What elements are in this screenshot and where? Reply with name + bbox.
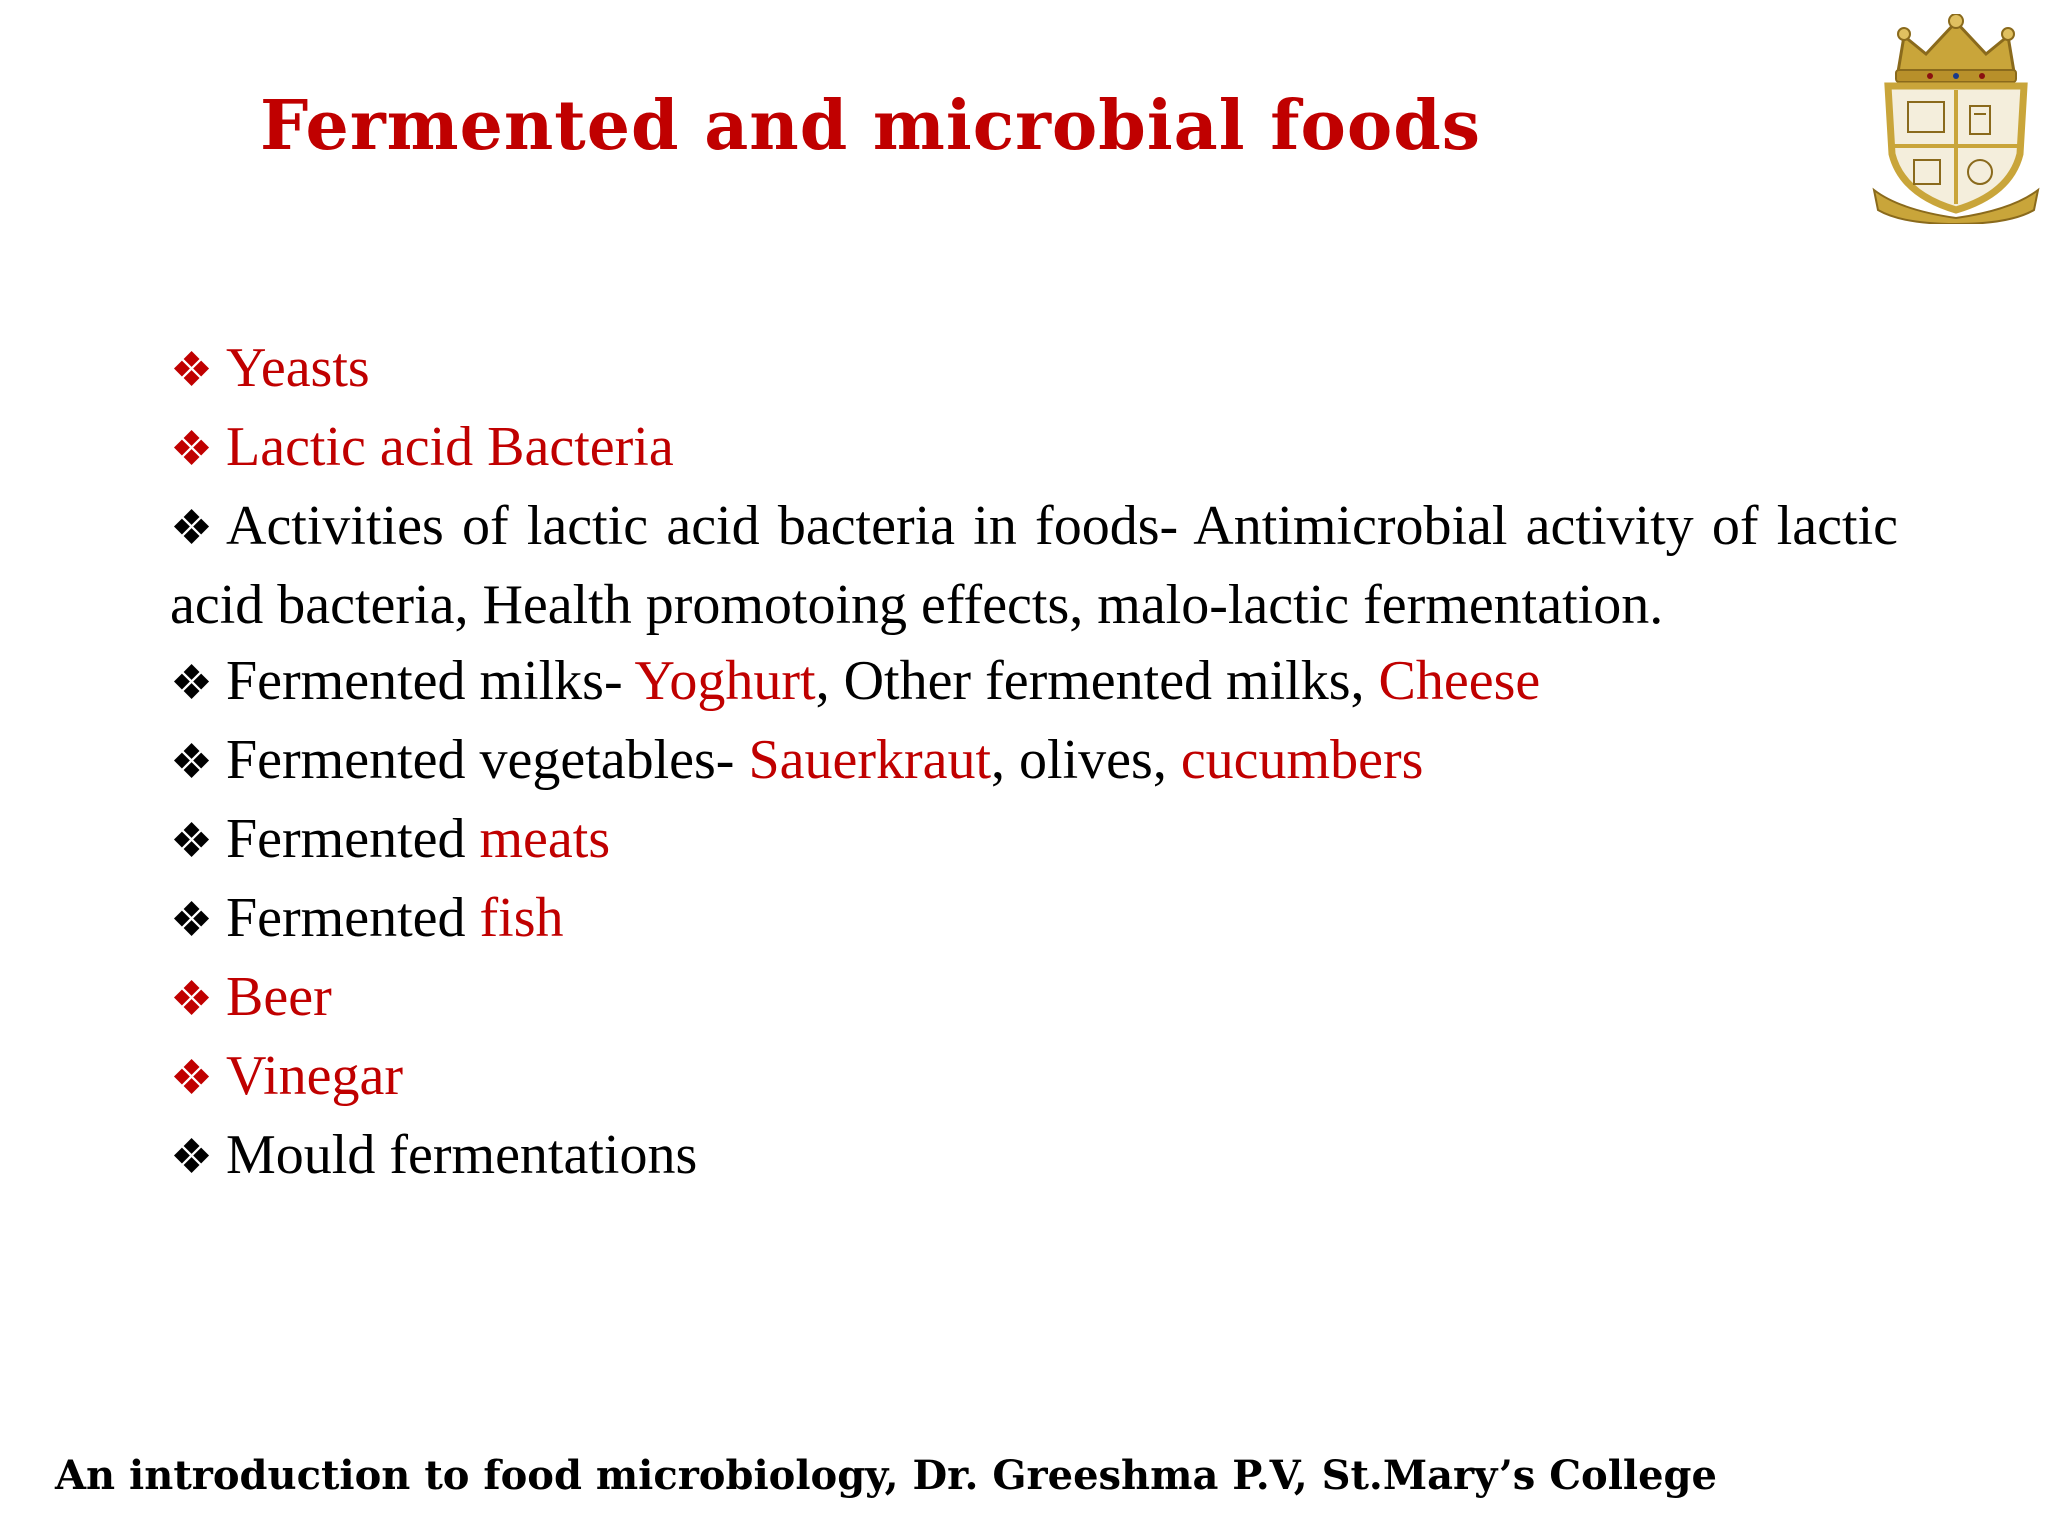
shield-icon	[1888, 86, 2024, 210]
list-item-text: meats	[479, 808, 611, 870]
list-item-text: Fermented vegetables-	[226, 729, 749, 791]
diamond-bullet-icon: ❖	[170, 502, 214, 555]
list-item-text: Yeasts	[226, 337, 370, 399]
list-item-text: Fermented milks-	[226, 650, 635, 712]
list-item-text: , Other fermented milks,	[815, 650, 1379, 712]
diamond-bullet-icon: ❖	[170, 894, 214, 947]
college-crest-icon	[1870, 14, 2042, 224]
list-item	[170, 880, 1898, 959]
diamond-bullet-icon: ❖	[170, 736, 214, 789]
list-item-text: Fermented	[226, 887, 480, 949]
slide-footer: An introduction to food microbiology, Dr. Greeshma P.V, St.Mary’s College	[55, 1452, 1717, 1499]
list-item-text: Cheese	[1378, 650, 1541, 712]
list-item	[170, 409, 1898, 488]
crown-icon	[1896, 14, 2016, 82]
diamond-bullet-icon: ❖	[170, 657, 214, 710]
list-item-text: Beer	[226, 966, 332, 1028]
list-item	[170, 959, 1898, 1038]
list-item	[170, 330, 1898, 409]
slide-title: Fermented and microbial foods	[260, 86, 1482, 166]
list-item-text: Yoghurt	[634, 650, 816, 712]
list-item	[170, 643, 1898, 722]
list-item-text: Lactic acid Bacteria	[226, 416, 674, 478]
list-item-text: fish	[479, 887, 564, 949]
diamond-bullet-icon: ❖	[170, 815, 214, 868]
diamond-bullet-icon: ❖	[170, 1052, 214, 1105]
list-item-text: Activities of lactic acid bacteria in foods- Antimicrobial activity of lactic acid bacteria, Health promotoing effects, malo-lactic fermentation.	[170, 495, 1898, 636]
list-item	[170, 1117, 1898, 1196]
list-item-text: Vinegar	[226, 1045, 403, 1107]
list-item	[170, 801, 1898, 880]
diamond-bullet-icon: ❖	[170, 423, 214, 476]
list-item-text: Fermented	[226, 808, 480, 870]
list-item	[170, 488, 1898, 643]
bullet-list	[170, 330, 1898, 1196]
list-item-text: Sauerkraut	[748, 729, 992, 791]
diamond-bullet-icon: ❖	[170, 1131, 214, 1184]
list-item	[170, 722, 1898, 801]
diamond-bullet-icon: ❖	[170, 973, 214, 1026]
list-item-text: cucumbers	[1180, 729, 1424, 791]
list-item-text: Mould fermentations	[226, 1124, 698, 1186]
list-item-text: , olives,	[991, 729, 1181, 791]
list-item	[170, 1038, 1898, 1117]
diamond-bullet-icon: ❖	[170, 344, 214, 397]
